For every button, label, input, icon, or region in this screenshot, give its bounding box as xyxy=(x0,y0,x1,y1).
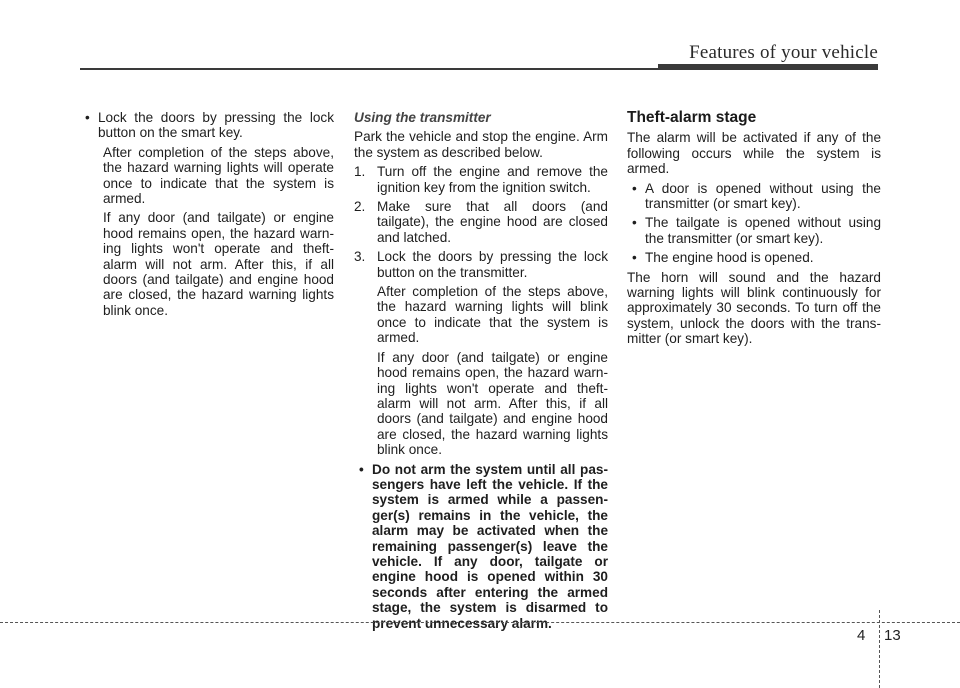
step-item xyxy=(354,164,608,195)
paragraph: If any door (and tailgate) or engine hood remains open, the hazard warn-ing lights won't operate and theft-alarm will not arm. After this, if all doors (and tailgate) and engine hood are closed, the hazard warning lights blink once. xyxy=(103,210,334,318)
column-1 xyxy=(80,110,334,322)
step-text: Make sure that all doors (and tailgate), the engine hood are closed and latched. xyxy=(377,199,608,245)
section-heading: Theft-alarm stage xyxy=(627,109,757,126)
subheading: Using the transmitter xyxy=(354,110,491,125)
paragraph: If any door (and tailgate) or engine hood remains open, the hazard warn-ing lights won't operate and theft-alarm will not arm. After this, if all doors (and tailgate) and engine hood are closed, the hazard warning lights blink once. xyxy=(377,349,608,458)
warning-text: Do not arm the system until all pas-sengers have left the vehicle. If the system is armed while a passen-ger(s) remains in the vehicle, the alarm may be activated when the remaining passenger(s) leave the vehicle. If any door, tailgate or engine hood is opened within 30 seconds after entering the armed stage, the system is disarmed to prevent unnecessary alarm. xyxy=(372,461,608,631)
step-item xyxy=(354,199,608,245)
step-text: Turn off the engine and remove the ignition key from the ignition switch. xyxy=(377,164,608,195)
step-number: 2. xyxy=(354,199,366,215)
chapter-number: 4 xyxy=(857,627,866,644)
paragraph: After completion of the steps above, the hazard warning lights will blink once to indicate that the system is armed. xyxy=(377,284,608,346)
warning-item xyxy=(354,462,608,631)
footer-rule xyxy=(0,622,960,623)
bullet-marker: • xyxy=(632,180,637,196)
list-item xyxy=(627,181,881,212)
list-item-text: The tailgate is opened without using the transmitter (or smart key). xyxy=(645,215,881,246)
bullet-marker: • xyxy=(359,461,364,477)
paragraph: Park the vehicle and stop the engine. Arm the system as described below. xyxy=(354,129,608,160)
paragraph: The alarm will be activated if any of the following occurs while the system is armed. xyxy=(627,130,881,177)
step-text: Lock the doors by pressing the lock button on the transmitter. xyxy=(377,249,608,280)
list-item xyxy=(627,215,881,246)
header-rule xyxy=(80,68,878,70)
step-number: 1. xyxy=(354,164,366,180)
list-item xyxy=(627,250,881,265)
column-2 xyxy=(354,110,608,635)
bullet-marker: • xyxy=(632,215,637,231)
paragraph: After completion of the steps above, the hazard warning lights will operate once to indicate that the system is armed. xyxy=(103,144,334,207)
page-number: 13 xyxy=(884,627,901,644)
page-divider xyxy=(879,610,880,688)
step-item xyxy=(354,249,608,280)
list-item-text: A door is opened without using the transmitter (or smart key). xyxy=(645,180,881,212)
column-3 xyxy=(627,110,881,351)
paragraph: The horn will sound and the hazard warning lights will blink continuously for approximately 30 seconds. To turn off the system, unlock the doors with the trans-mitter (or smart key). xyxy=(627,269,881,347)
header-title: Features of your vehicle xyxy=(689,42,878,63)
bullet-marker: • xyxy=(632,250,637,266)
list-item-text: The engine hood is opened. xyxy=(645,250,814,266)
step-number: 3. xyxy=(354,249,366,265)
bullet-marker: • xyxy=(85,110,90,125)
list-item-text: Lock the doors by pressing the lock button on the smart key. xyxy=(98,110,334,141)
list-item xyxy=(80,110,334,141)
